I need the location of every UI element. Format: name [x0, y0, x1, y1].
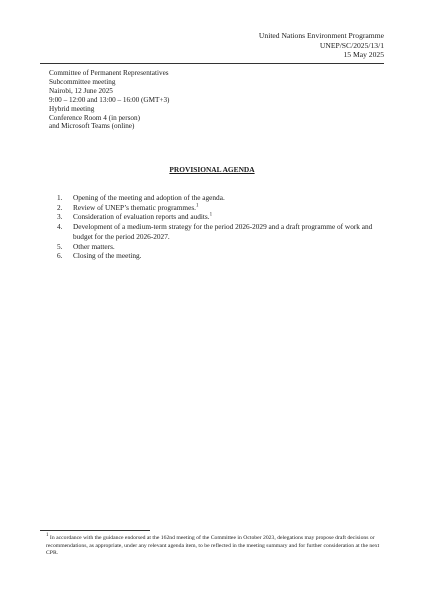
agenda-item-text: Review of UNEP’s thematic programmes.: [73, 202, 197, 212]
footnote-text: In accordance with the guidance endorsed at the 162nd meeting of the Committee in October 2023, delegations may propose draft decisions or recommendations, as appropriate, under any relevant agenda item, to be reflected in the meeting summary and for further consideration at the next CPR.: [46, 535, 380, 557]
agenda-item: [57, 193, 384, 203]
footnote-mark: 1: [46, 533, 49, 539]
meeting-info: [49, 69, 169, 131]
meta-line: Hybrid meeting: [49, 104, 95, 113]
agenda-item-text: Other matters.: [73, 241, 115, 251]
document-date: 15 May 2025: [343, 50, 384, 60]
org-name: United Nations Environment Programme: [258, 31, 384, 40]
meta-line: Nairobi, 12 June 2025: [49, 86, 113, 95]
agenda-item: [57, 203, 384, 213]
document-symbol: UNEP/SC/2025/13/1: [319, 40, 384, 50]
agenda-item-number: 3.: [57, 212, 63, 222]
footnote-ref[interactable]: 1: [209, 212, 213, 218]
agenda-item: [57, 222, 384, 241]
meta-line: 9:00 – 12:00 and 13:00 – 16:00 (GMT+3): [49, 95, 170, 104]
footnote: [46, 535, 384, 558]
meta-line: Subcommittee meeting: [49, 77, 116, 86]
agenda-item-text: Consideration of evaluation reports and audits.: [73, 212, 210, 222]
agenda-item-number: 6.: [57, 251, 63, 261]
meta-line: Conference Room 4 (in person): [49, 113, 141, 122]
meta-line: Committee of Permanent Representatives: [49, 69, 169, 77]
agenda-item-number: 1.: [57, 193, 63, 202]
agenda-item-text: Opening of the meeting and adoption of the agenda.: [73, 193, 225, 202]
agenda-item: [57, 212, 384, 222]
agenda-item: [57, 251, 384, 261]
document-header: [259, 31, 384, 60]
agenda-title: PROVISIONAL AGENDA: [169, 165, 255, 174]
agenda-item-text: Closing of the meeting.: [73, 251, 142, 261]
footnote-ref[interactable]: 1: [196, 203, 199, 209]
agenda-item-number: 5.: [57, 241, 63, 251]
header-divider: [40, 63, 384, 64]
agenda-item-number: 4.: [57, 222, 63, 232]
agenda-item-number: 2.: [57, 202, 63, 212]
meta-line: and Microsoft Teams (online): [49, 122, 135, 131]
agenda-item: [57, 242, 384, 252]
agenda-item-text: Development of a medium-term strategy for the period 2026-2029 and a draft programme of work and budget for the period 2026-2027.: [73, 222, 373, 241]
agenda-list: [57, 193, 384, 261]
footnote-divider: [40, 530, 150, 531]
